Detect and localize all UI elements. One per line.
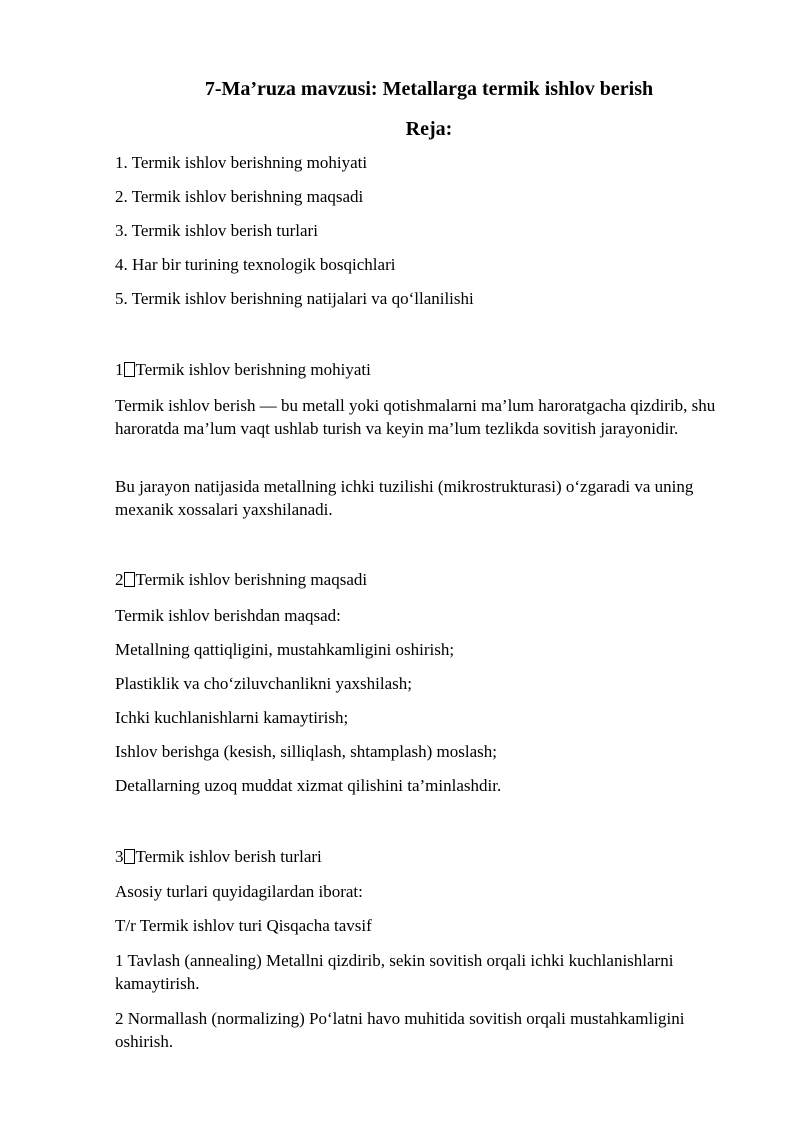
plan-item: 4. Har bir turining texnologik bosqichlari xyxy=(115,255,396,274)
list-item: Ichki kuchlanishlarni kamaytirish; xyxy=(115,708,349,727)
plan-item: 1. Termik ishlov berishning mohiyati xyxy=(115,153,368,172)
lecture-title: 7-Ma’ruza mavzusi: Metallarga termik ishlov berish xyxy=(204,78,654,100)
section-title: Termik ishlov berishning maqsadi xyxy=(135,570,368,589)
table-header: T/r Termik ishlov turi Qisqacha tavsif xyxy=(115,916,372,935)
section-title: Termik ishlov berish turlari xyxy=(135,847,322,866)
section-3-heading xyxy=(115,845,745,868)
section-1-paragraph: Bu jarayon natijasida metallning ichki tuzilishi (mikrostrukturasi) o‘zgaradi va uning mexanik xossalari yaxshilanadi. xyxy=(115,477,694,519)
table-row: 2 Normallash (normalizing) Po‘latni havo muhitida sovitish orqali mustahkamligini oshirish. xyxy=(115,1009,685,1051)
missing-glyph-icon xyxy=(124,362,135,377)
section-2-heading xyxy=(115,568,745,591)
section-number: 1 xyxy=(115,360,124,379)
list-item: Ishlov berishga (kesish, silliqlash, shtamplash) moslash; xyxy=(115,742,497,761)
list-item: Plastiklik va cho‘ziluvchanlikni yaxshilash; xyxy=(115,674,412,693)
section-1-paragraph: Termik ishlov berish — bu metall yoki qotishmalarni ma’lum haroratgacha qizdirib, shu haroratda ma’lum vaqt ushlab turish va keyin ma’lum tezlikda sovitish jarayonidir. xyxy=(115,396,716,438)
section-number: 2 xyxy=(115,570,124,589)
plan-item: 3. Termik ishlov berish turlari xyxy=(115,221,318,240)
list-item: Metallning qattiqligini, mustahkamligini oshirish; xyxy=(115,640,455,659)
plan-item: 2. Termik ishlov berishning maqsadi xyxy=(115,187,364,206)
list-item: Detallarning uzoq muddat xizmat qilishini ta’minlashdir. xyxy=(115,776,502,795)
section-number: 3 xyxy=(115,847,124,866)
table-row: 1 Tavlash (annealing) Metallni qizdirib, sekin sovitish orqali ichki kuchlanishlarni kamaytirish. xyxy=(115,951,674,993)
missing-glyph-icon xyxy=(124,849,135,864)
section-title: Termik ishlov berishning mohiyati xyxy=(135,360,371,379)
section-3-intro: Asosiy turlari quyidagilardan iborat: xyxy=(115,882,363,901)
missing-glyph-icon xyxy=(124,572,135,587)
plan-item: 5. Termik ishlov berishning natijalari va qo‘llanilishi xyxy=(115,289,474,308)
section-2-intro: Termik ishlov berishdan maqsad: xyxy=(115,606,341,625)
section-1-heading xyxy=(115,358,745,381)
plan-heading: Reja: xyxy=(405,118,453,140)
